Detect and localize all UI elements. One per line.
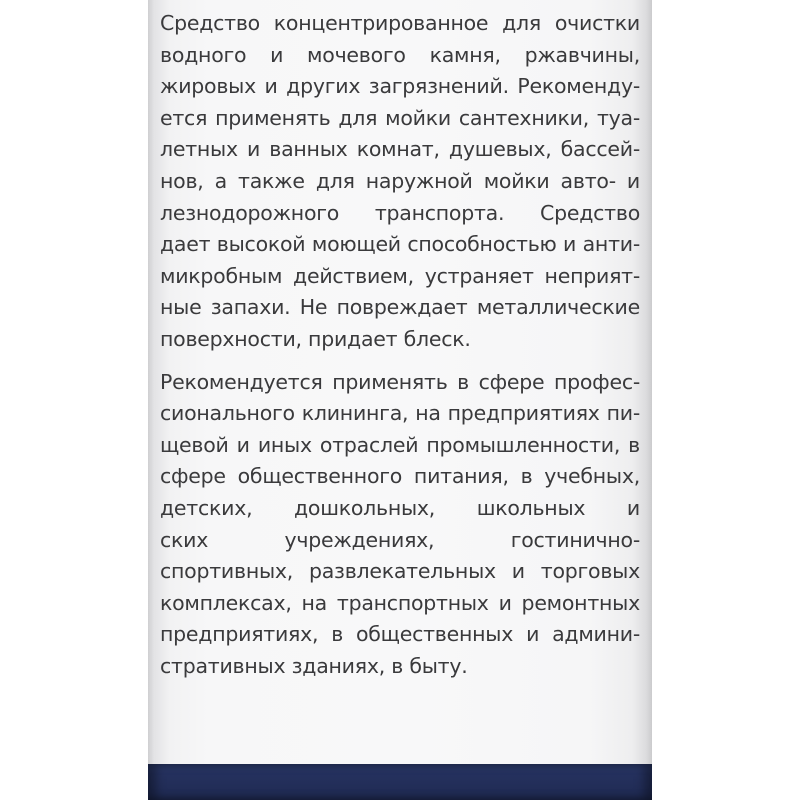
description-paragraph-2	[160, 367, 640, 683]
text-line: сфере общественного питания, в учебных,	[160, 464, 640, 489]
text-line: детских, дошкольных, школьных и	[160, 495, 640, 520]
text-line: лезнодорожного транспорта. Средство	[160, 200, 640, 225]
text-line: водного и мочевого камня, ржавчины,	[160, 42, 640, 67]
text-line: ные запахи. Не повреждает металлические	[160, 295, 640, 320]
label-description-text	[160, 8, 640, 682]
text-line: ется применять для мойки сантехники, туа-	[160, 105, 640, 130]
text-line: сионального клининга, на предприятиях пи-	[160, 401, 640, 426]
text-line: поверхности, придает блеск.	[160, 326, 471, 351]
text-line: Средство концентрированное для очистки	[160, 11, 640, 35]
description-paragraph-1	[160, 8, 640, 356]
text-line: нов, а также для наружной мойки авто- и	[160, 168, 640, 193]
text-line: щевой и иных отраслей промышленности, в	[160, 432, 640, 457]
text-line: летных и ванных комнат, душевых, бассей-	[160, 137, 640, 162]
text-line: дает высокой моющей способностью и анти-	[160, 232, 640, 257]
text-line: жировых и других загрязнений. Рекоменду-	[160, 74, 640, 99]
text-line: стративных зданиях, в быту.	[160, 653, 468, 678]
text-line: комплексах, на транспортных и ремонтных	[160, 590, 640, 615]
text-line: спортивных, развлекательных и торговых	[160, 559, 640, 584]
text-line: ских учреждениях, гостинично-	[160, 527, 640, 552]
text-line: предприятиях, в общественных и админи-	[160, 622, 640, 647]
text-line: микробным действием, устраняет неприят-	[160, 263, 640, 288]
text-line: Рекомендуется применять в сфере профес-	[160, 369, 640, 394]
bottle-navy-band	[148, 764, 652, 800]
